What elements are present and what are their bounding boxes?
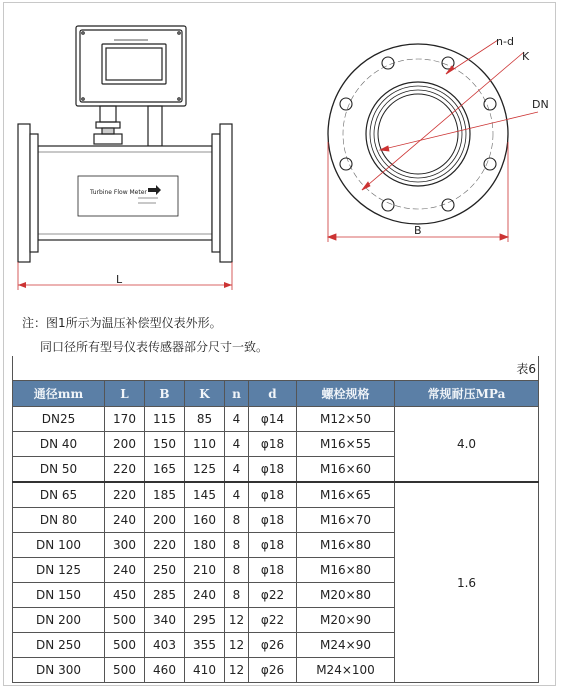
- table-header-row: [13, 381, 539, 407]
- cell-n: 8: [225, 583, 249, 608]
- cell-L: 500: [105, 658, 145, 683]
- cell-K: 355: [185, 633, 225, 658]
- cell-n: 8: [225, 558, 249, 583]
- cell-dn: DN 125: [13, 558, 105, 583]
- cell-B: 165: [145, 457, 185, 483]
- table-row: [13, 482, 539, 508]
- cell-L: 170: [105, 407, 145, 432]
- cell-n: 12: [225, 633, 249, 658]
- cell-B: 460: [145, 658, 185, 683]
- cell-L: 240: [105, 508, 145, 533]
- cell-K: 125: [185, 457, 225, 483]
- header-d: d: [249, 381, 297, 407]
- cell-K: 210: [185, 558, 225, 583]
- cell-bolt: M16×80: [297, 558, 395, 583]
- cell-B: 115: [145, 407, 185, 432]
- cell-L: 500: [105, 633, 145, 658]
- cell-K: 110: [185, 432, 225, 457]
- cell-L: 500: [105, 608, 145, 633]
- cell-dn: DN25: [13, 407, 105, 432]
- header-pressure: 常规耐压MPa: [395, 381, 539, 407]
- header-K: K: [185, 381, 225, 407]
- cell-n: 4: [225, 407, 249, 432]
- cell-dn: DN 80: [13, 508, 105, 533]
- cell-pressure-group-1: 4.0: [395, 407, 539, 483]
- dim-B-label: B: [414, 224, 422, 237]
- cell-bolt: M24×100: [297, 658, 395, 683]
- header-n: n: [225, 381, 249, 407]
- dim-K-label: K: [522, 50, 530, 63]
- cell-n: 4: [225, 457, 249, 483]
- cell-d: φ22: [249, 583, 297, 608]
- cell-K: 180: [185, 533, 225, 558]
- meter-side-view: [18, 26, 232, 290]
- cell-B: 250: [145, 558, 185, 583]
- note-line-2: 同口径所有型号仪表传感器部分尺寸一致。: [40, 340, 269, 354]
- cell-n: 12: [225, 658, 249, 683]
- cell-bolt: M20×80: [297, 583, 395, 608]
- cell-d: φ26: [249, 658, 297, 683]
- dim-DN-label: DN: [532, 98, 549, 111]
- cell-dn: DN 65: [13, 482, 105, 508]
- meter-label: Turbine Flow Meter: [90, 189, 147, 196]
- cell-n: 12: [225, 608, 249, 633]
- note-line-1: 注：图1所示为温压补偿型仪表外形。: [22, 316, 222, 330]
- cell-dn: DN 300: [13, 658, 105, 683]
- cell-bolt: M16×65: [297, 482, 395, 508]
- cell-bolt: M24×90: [297, 633, 395, 658]
- header-B: B: [145, 381, 185, 407]
- cell-dn: DN 50: [13, 457, 105, 483]
- header-bolt-spec: 螺栓规格: [297, 381, 395, 407]
- cell-d: φ22: [249, 608, 297, 633]
- cell-n: 4: [225, 432, 249, 457]
- dim-nd-label: n-d: [496, 35, 514, 48]
- cell-dn: DN 200: [13, 608, 105, 633]
- cell-K: 240: [185, 583, 225, 608]
- cell-K: 295: [185, 608, 225, 633]
- cell-K: 160: [185, 508, 225, 533]
- cell-L: 220: [105, 482, 145, 508]
- dimension-table: [12, 356, 539, 683]
- cell-B: 185: [145, 482, 185, 508]
- cell-K: 145: [185, 482, 225, 508]
- cell-d: φ18: [249, 457, 297, 483]
- cell-K: 410: [185, 658, 225, 683]
- cell-dn: DN 250: [13, 633, 105, 658]
- cell-n: 8: [225, 508, 249, 533]
- cell-B: 150: [145, 432, 185, 457]
- cell-dn: DN 150: [13, 583, 105, 608]
- cell-B: 340: [145, 608, 185, 633]
- dim-L-label: L: [116, 273, 123, 286]
- cell-bolt: M12×50: [297, 407, 395, 432]
- cell-bolt: M16×55: [297, 432, 395, 457]
- cell-d: φ18: [249, 558, 297, 583]
- table-caption: 表6: [13, 356, 539, 381]
- table-caption-row: [13, 356, 539, 381]
- cell-L: 300: [105, 533, 145, 558]
- cell-bolt: M16×60: [297, 457, 395, 483]
- cell-B: 285: [145, 583, 185, 608]
- cell-d: φ18: [249, 432, 297, 457]
- cell-B: 403: [145, 633, 185, 658]
- cell-L: 200: [105, 432, 145, 457]
- cell-bolt: M16×70: [297, 508, 395, 533]
- cell-pressure-group-2: 1.6: [395, 482, 539, 683]
- cell-d: φ18: [249, 533, 297, 558]
- cell-K: 85: [185, 407, 225, 432]
- cell-d: φ14: [249, 407, 297, 432]
- cell-d: φ26: [249, 633, 297, 658]
- cell-dn: DN 100: [13, 533, 105, 558]
- cell-n: 4: [225, 482, 249, 508]
- cell-n: 8: [225, 533, 249, 558]
- cell-L: 240: [105, 558, 145, 583]
- cell-d: φ18: [249, 508, 297, 533]
- cell-d: φ18: [249, 482, 297, 508]
- cell-B: 220: [145, 533, 185, 558]
- cell-L: 220: [105, 457, 145, 483]
- cell-B: 200: [145, 508, 185, 533]
- cell-bolt: M16×80: [297, 533, 395, 558]
- table-row: [13, 407, 539, 432]
- cell-dn: DN 40: [13, 432, 105, 457]
- flange-front-view: [328, 44, 508, 224]
- header-L: L: [105, 381, 145, 407]
- cell-L: 450: [105, 583, 145, 608]
- table-body: [13, 407, 539, 683]
- dimension-drawing: [6, 12, 551, 297]
- cell-bolt: M20×90: [297, 608, 395, 633]
- header-nominal-diameter: 通径mm: [13, 381, 105, 407]
